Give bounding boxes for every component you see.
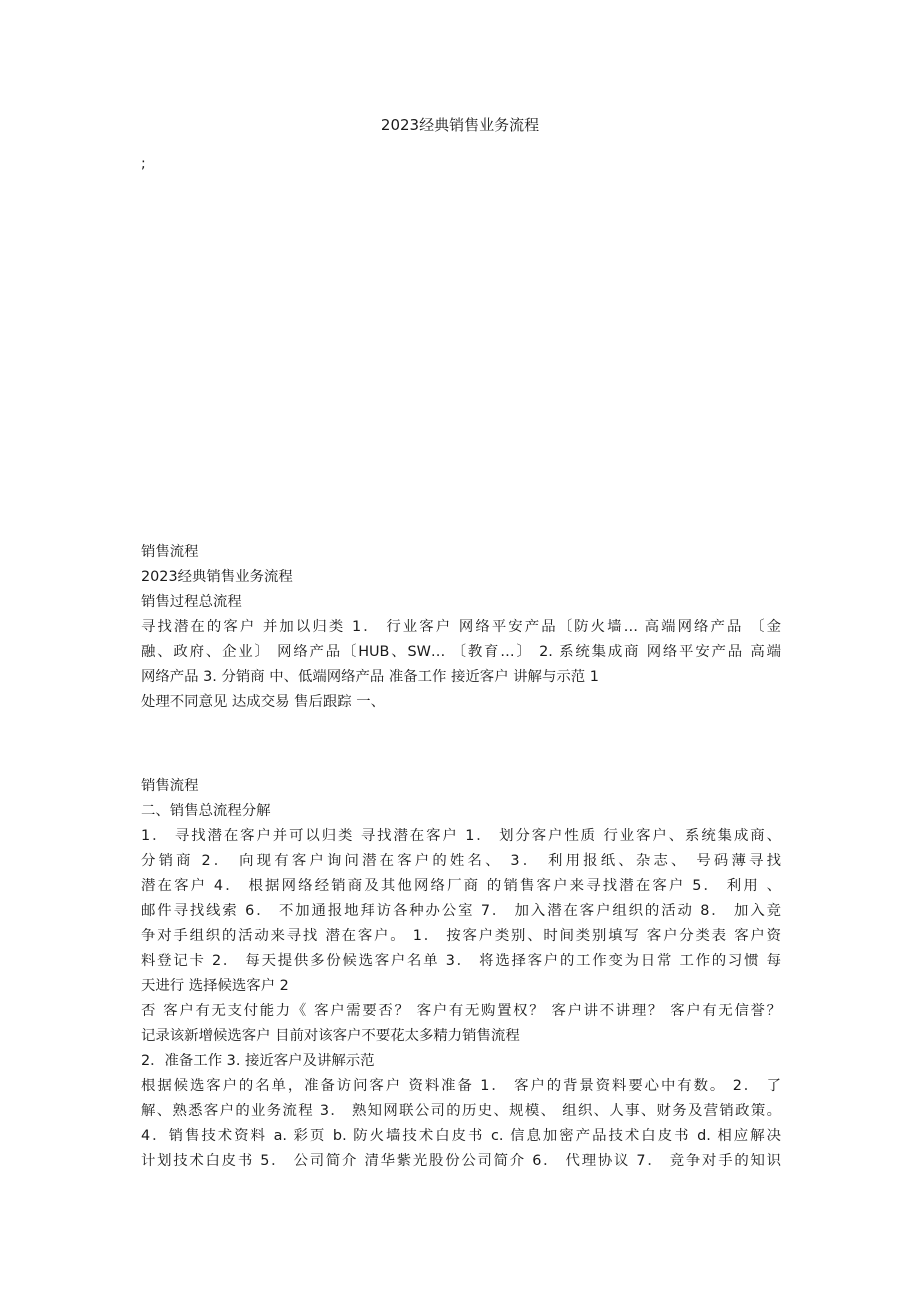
paragraph-line: 融、政府、企业〕 网络产品〔HUB、SW… 〔教育…〕 2. 系统集成商 网络平安产品 高端 [141,644,781,660]
paragraph-line: 天进行 选择候选客户 2 [141,978,289,994]
paragraph-line: 2．准备工作 3. 接近客户及讲解示范 [141,1053,375,1069]
paragraph-line: 分销商 2． 向现有客户询问潜在客户的姓名、 3． 利用报纸、杂志、 号码薄寻找 [141,853,781,869]
paragraph-line: 计划技术白皮书 5． 公司简介 清华紫光股份公司简介 6． 代理协议 7． 竞争对手的知识 [141,1153,781,1169]
paragraph-line: 处理不同意见 达成交易 售后跟踪 一、 [141,694,385,710]
paragraph-line: 网络产品 3. 分销商 中、低端网络产品 准备工作 接近客户 讲解与示范 1 [141,669,599,685]
paragraph-line: 二、销售总流程分解 [141,803,271,819]
section-heading: 销售流程 [141,778,199,794]
paragraph-line: 2023经典销售业务流程 [141,569,293,585]
section-heading: 销售流程 [141,544,199,560]
section-sales-process-breakdown [141,774,781,1174]
stray-mark: ; [141,156,146,172]
paragraph-line: 否 客户有无支付能力《 客户需要否？ 客户有无购置权？ 客户讲不讲理？ 客户有无信誉？ [141,1003,781,1019]
paragraph-line: 1． 寻找潜在客户并可以归类 寻找潜在客户 1． 划分客户性质 行业客户、系统集成商、 [141,828,781,844]
document-title: 2023经典销售业务流程 [380,116,540,134]
paragraph-line: 争对手组织的活动来寻找 潜在客户。 1． 按客户类别、时间类别填写 客户分类表 客户资 [141,928,781,944]
paragraph-line: 4．销售技术资料 a. 彩页 b. 防火墙技术白皮书 c. 信息加密产品技术白皮书 d. 相应解决 [141,1128,781,1144]
paragraph-line: 寻找潜在的客户 并加以归类 1． 行业客户 网络平安产品〔防火墙… 高端网络产品 〔金 [141,619,781,635]
section-sales-process-overview [141,540,781,715]
paragraph-line: 销售过程总流程 [141,594,242,610]
paragraph-line: 邮件寻找线索 6． 不加通报地拜访各种办公室 7． 加入潜在客户组织的活动 8． 加入竞 [141,903,781,919]
paragraph-line: 记录该新增候选客户 目前对该客户不要花太多精力销售流程 [141,1028,520,1044]
paragraph-line: 潜在客户 4． 根据网络经销商及其他网络厂商 的销售客户来寻找潜在客户 5． 利用 、 [141,878,781,894]
paragraph-line: 根据候选客户的名单，准备访问客户 资料准备 1． 客户的背景资料要心中有数。 2． 了 [141,1078,781,1094]
paragraph-line: 料登记卡 2． 每天提供多份候选客户名单 3． 将选择客户的工作变为日常 工作的习惯 每 [141,953,781,969]
paragraph-line: 解、熟悉客户的业务流程 3． 熟知网联公司的历史、规模、 组织、人事、财务及营销政策。 [141,1103,781,1119]
